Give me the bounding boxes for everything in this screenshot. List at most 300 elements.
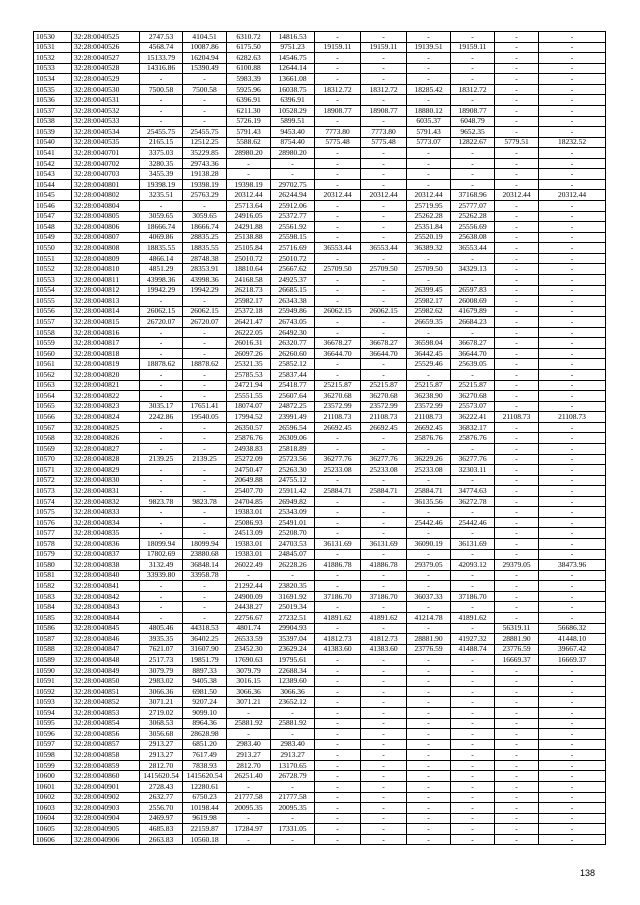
value-cell: 24704.85 xyxy=(227,496,271,507)
value-cell: 2812.70 xyxy=(140,760,183,771)
row-number-cell: 10551 xyxy=(34,253,72,264)
cadastral-number-cell: 32:28:0040811 xyxy=(72,274,140,285)
table-row xyxy=(34,443,606,454)
value-cell: 25785.53 xyxy=(227,370,271,381)
value-cell: 34329.13 xyxy=(451,264,495,275)
value-cell: 19138.28 xyxy=(183,169,227,180)
value-cell: - xyxy=(315,222,361,233)
value-cell: - xyxy=(539,401,606,412)
value-cell: - xyxy=(451,158,495,169)
value-cell: - xyxy=(140,465,183,476)
value-cell: 18074.07 xyxy=(227,401,271,412)
value-cell: 6851.20 xyxy=(183,739,227,750)
value-cell: 31607.90 xyxy=(183,644,227,655)
value-cell: 20649.88 xyxy=(227,475,271,486)
value-cell: 41886.78 xyxy=(361,560,407,571)
value-cell: 25982.17 xyxy=(227,296,271,307)
value-cell: - xyxy=(451,771,495,782)
value-cell: - xyxy=(539,496,606,507)
row-number-cell: 10535 xyxy=(34,84,72,95)
value-cell: 25010.72 xyxy=(227,253,271,264)
table-row xyxy=(34,274,606,285)
value-cell: 3056.68 xyxy=(140,729,183,740)
value-cell: 14546.75 xyxy=(271,53,315,64)
cadastral-number-cell: 32:28:0040824 xyxy=(72,412,140,423)
cadastral-number-cell: 32:28:0040830 xyxy=(72,475,140,486)
value-cell: - xyxy=(407,158,451,169)
value-cell: 4568.74 xyxy=(140,42,183,53)
table-row xyxy=(34,803,606,814)
value-cell: 36238.90 xyxy=(407,391,451,402)
value-cell: - xyxy=(495,391,539,402)
value-cell: 32303.11 xyxy=(451,465,495,476)
value-cell: - xyxy=(495,570,539,581)
value-cell: - xyxy=(495,539,539,550)
value-cell: - xyxy=(361,517,407,528)
value-cell: 26022.49 xyxy=(227,560,271,571)
value-cell: 18312.72 xyxy=(361,84,407,95)
row-number-cell: 10554 xyxy=(34,285,72,296)
row-number-cell: 10537 xyxy=(34,105,72,116)
value-cell: - xyxy=(361,602,407,613)
value-cell: 17994.52 xyxy=(227,412,271,423)
value-cell: 25573.07 xyxy=(451,401,495,412)
value-cell: - xyxy=(451,792,495,803)
value-cell: 36277.76 xyxy=(361,454,407,465)
value-cell: - xyxy=(140,105,183,116)
row-number-cell: 10541 xyxy=(34,148,72,159)
value-cell: 25262.28 xyxy=(407,211,451,222)
value-cell: 25884.71 xyxy=(315,486,361,497)
cadastral-number-cell: 32:28:0040859 xyxy=(72,760,140,771)
value-cell: - xyxy=(407,803,451,814)
value-cell: 41214.78 xyxy=(407,612,451,623)
cadastral-number-cell: 32:28:0040841 xyxy=(72,581,140,592)
cadastral-number-cell: 32:28:0040808 xyxy=(72,243,140,254)
value-cell: 5726.19 xyxy=(227,116,271,127)
table-row xyxy=(34,95,606,106)
value-cell: - xyxy=(271,813,315,824)
table-row xyxy=(34,201,606,212)
value-cell: 19159.11 xyxy=(451,42,495,53)
cadastral-number-cell: 32:28:0040812 xyxy=(72,285,140,296)
table-row xyxy=(34,412,606,423)
value-cell: - xyxy=(315,201,361,212)
value-cell: 28628.98 xyxy=(183,729,227,740)
cadastral-number-cell: 32:28:0040852 xyxy=(72,697,140,708)
table-row xyxy=(34,253,606,264)
value-cell: - xyxy=(407,697,451,708)
row-number-cell: 10593 xyxy=(34,697,72,708)
value-cell: - xyxy=(495,760,539,771)
value-cell: - xyxy=(495,612,539,623)
value-cell: - xyxy=(361,803,407,814)
value-cell: - xyxy=(407,760,451,771)
value-cell: 25876.76 xyxy=(451,433,495,444)
row-number-cell: 10548 xyxy=(34,222,72,233)
value-cell: - xyxy=(495,169,539,180)
value-cell: 24938.83 xyxy=(227,443,271,454)
value-cell: 20312.44 xyxy=(227,190,271,201)
value-cell: - xyxy=(495,116,539,127)
value-cell: 25233.08 xyxy=(315,465,361,476)
value-cell: 5775.48 xyxy=(361,137,407,148)
table-row xyxy=(34,327,606,338)
value-cell: - xyxy=(451,760,495,771)
value-cell: 36270.68 xyxy=(361,391,407,402)
value-cell: 12280.61 xyxy=(183,781,227,792)
table-row xyxy=(34,105,606,116)
value-cell: 41891.62 xyxy=(315,612,361,623)
value-cell: - xyxy=(539,63,606,74)
value-cell: 6100.88 xyxy=(227,63,271,74)
value-cell: 2632.77 xyxy=(140,792,183,803)
value-cell: 9652.35 xyxy=(451,127,495,138)
value-cell: - xyxy=(495,602,539,613)
value-cell: - xyxy=(451,53,495,64)
cadastral-number-cell: 32:28:0040814 xyxy=(72,306,140,317)
value-cell: 24168.58 xyxy=(227,274,271,285)
value-cell: 25208.70 xyxy=(271,528,315,539)
row-number-cell: 10586 xyxy=(34,623,72,634)
value-cell: - xyxy=(495,338,539,349)
value-cell: 23776.59 xyxy=(495,644,539,655)
value-cell: 25719.95 xyxy=(407,201,451,212)
value-cell: - xyxy=(407,169,451,180)
value-cell: 18312.72 xyxy=(451,84,495,95)
cadastral-number-cell: 32:28:0040531 xyxy=(72,95,140,106)
value-cell: - xyxy=(495,201,539,212)
value-cell: 3059.65 xyxy=(183,211,227,222)
value-cell: - xyxy=(183,201,227,212)
value-cell: - xyxy=(361,179,407,190)
value-cell: - xyxy=(495,792,539,803)
table-row xyxy=(34,348,606,359)
value-cell: - xyxy=(361,285,407,296)
value-cell: 41891.62 xyxy=(361,612,407,623)
value-cell: 4805.46 xyxy=(140,623,183,634)
row-number-cell: 10575 xyxy=(34,507,72,518)
value-cell: 25709.50 xyxy=(315,264,361,275)
cadastral-number-cell: 32:28:0040849 xyxy=(72,665,140,676)
value-cell: 25881.92 xyxy=(271,718,315,729)
value-cell: - xyxy=(495,42,539,53)
value-cell: 24755.12 xyxy=(271,475,315,486)
value-cell: - xyxy=(539,507,606,518)
value-cell: - xyxy=(539,612,606,623)
value-cell: 33958.78 xyxy=(183,570,227,581)
value-cell: 25263.30 xyxy=(271,465,315,476)
value-cell: - xyxy=(361,739,407,750)
value-cell: - xyxy=(140,507,183,518)
value-cell: 1415620.54 xyxy=(183,771,227,782)
value-cell: - xyxy=(495,253,539,264)
value-cell: - xyxy=(315,179,361,190)
table-row xyxy=(34,63,606,74)
value-cell: - xyxy=(495,306,539,317)
value-cell: - xyxy=(315,496,361,507)
value-cell: - xyxy=(407,570,451,581)
value-cell: - xyxy=(539,591,606,602)
value-cell: - xyxy=(315,665,361,676)
value-cell: - xyxy=(495,686,539,697)
value-cell: - xyxy=(495,274,539,285)
value-cell: - xyxy=(361,232,407,243)
value-cell: - xyxy=(539,781,606,792)
row-number-cell: 10591 xyxy=(34,676,72,687)
value-cell: - xyxy=(361,750,407,761)
value-cell: 25818.89 xyxy=(271,443,315,454)
value-cell: 41488.74 xyxy=(451,644,495,655)
cadastral-number-cell: 32:28:0040809 xyxy=(72,253,140,264)
value-cell: 7838.93 xyxy=(183,760,227,771)
value-cell: 9751.23 xyxy=(271,42,315,53)
value-cell: - xyxy=(407,148,451,159)
value-cell: 23880.68 xyxy=(183,549,227,560)
row-number-cell: 10606 xyxy=(34,834,72,845)
value-cell: 24291.88 xyxy=(227,222,271,233)
value-cell: 6282.63 xyxy=(227,53,271,64)
value-cell: 2983.40 xyxy=(271,739,315,750)
cadastral-number-cell: 32:28:0040827 xyxy=(72,443,140,454)
value-cell: - xyxy=(407,32,451,43)
value-cell: - xyxy=(361,528,407,539)
value-cell: - xyxy=(451,803,495,814)
value-cell: 3132.49 xyxy=(140,560,183,571)
row-number-cell: 10571 xyxy=(34,465,72,476)
value-cell: - xyxy=(407,253,451,264)
table-row xyxy=(34,158,606,169)
value-cell: - xyxy=(140,486,183,497)
value-cell: - xyxy=(183,602,227,613)
row-number-cell: 10562 xyxy=(34,370,72,381)
row-number-cell: 10577 xyxy=(34,528,72,539)
value-cell: - xyxy=(183,612,227,623)
value-cell: - xyxy=(361,655,407,666)
value-cell: - xyxy=(539,338,606,349)
cadastral-number-cell: 32:28:0040906 xyxy=(72,834,140,845)
value-cell: - xyxy=(227,781,271,792)
row-number-cell: 10582 xyxy=(34,581,72,592)
value-cell: 19383.01 xyxy=(227,507,271,518)
value-cell: - xyxy=(140,391,183,402)
row-number-cell: 10561 xyxy=(34,359,72,370)
value-cell: 3375.03 xyxy=(140,148,183,159)
value-cell: 18878.62 xyxy=(183,359,227,370)
value-cell: - xyxy=(495,771,539,782)
value-cell: - xyxy=(539,750,606,761)
row-number-cell: 10590 xyxy=(34,665,72,676)
row-number-cell: 10557 xyxy=(34,317,72,328)
value-cell: - xyxy=(407,813,451,824)
cadastral-number-cell: 32:28:0040532 xyxy=(72,105,140,116)
value-cell: - xyxy=(315,74,361,85)
value-cell: - xyxy=(495,443,539,454)
value-cell: - xyxy=(495,454,539,465)
value-cell: 25215.87 xyxy=(407,380,451,391)
value-cell: 9453.40 xyxy=(271,127,315,138)
table-row xyxy=(34,581,606,592)
value-cell: 35397.04 xyxy=(271,634,315,645)
value-cell: - xyxy=(315,232,361,243)
value-cell: 16669.37 xyxy=(539,655,606,666)
table-row xyxy=(34,232,606,243)
value-cell: - xyxy=(451,274,495,285)
row-number-cell: 10533 xyxy=(34,63,72,74)
value-cell: 44318.53 xyxy=(183,623,227,634)
value-cell: 36678.27 xyxy=(315,338,361,349)
value-cell: - xyxy=(495,781,539,792)
value-cell: - xyxy=(315,803,361,814)
value-cell: - xyxy=(315,813,361,824)
value-cell: 26692.45 xyxy=(361,422,407,433)
row-number-cell: 10549 xyxy=(34,232,72,243)
cadastral-number-cell: 32:28:0040535 xyxy=(72,137,140,148)
table-row xyxy=(34,264,606,275)
value-cell: - xyxy=(407,718,451,729)
table-row xyxy=(34,148,606,159)
value-cell: 7617.49 xyxy=(183,750,227,761)
row-number-cell: 10553 xyxy=(34,274,72,285)
value-cell: - xyxy=(361,792,407,803)
value-cell: 37168.96 xyxy=(451,190,495,201)
value-cell: 3059.65 xyxy=(140,211,183,222)
value-cell: - xyxy=(140,296,183,307)
table-row xyxy=(34,454,606,465)
table-row xyxy=(34,623,606,634)
value-cell: 2165.15 xyxy=(140,137,183,148)
value-cell: - xyxy=(227,158,271,169)
table-row xyxy=(34,433,606,444)
value-cell: 7500.58 xyxy=(183,84,227,95)
value-cell: 5925.96 xyxy=(227,84,271,95)
value-cell: - xyxy=(495,95,539,106)
row-number-cell: 10603 xyxy=(34,803,72,814)
table-row xyxy=(34,771,606,782)
value-cell: 25272.09 xyxy=(227,454,271,465)
value-cell: 24438.27 xyxy=(227,602,271,613)
value-cell: - xyxy=(361,708,407,719)
table-row xyxy=(34,296,606,307)
value-cell: 25529.46 xyxy=(407,359,451,370)
value-cell: 25086.93 xyxy=(227,517,271,528)
value-cell: 26692.45 xyxy=(315,422,361,433)
value-cell: 22756.67 xyxy=(227,612,271,623)
value-cell: 37186.70 xyxy=(315,591,361,602)
value-cell: - xyxy=(495,517,539,528)
table-row xyxy=(34,792,606,803)
row-number-cell: 10532 xyxy=(34,53,72,64)
value-cell: 15390.49 xyxy=(183,63,227,74)
value-cell: - xyxy=(539,771,606,782)
value-cell: - xyxy=(183,486,227,497)
value-cell: - xyxy=(315,729,361,740)
table-row xyxy=(34,243,606,254)
value-cell: 25561.92 xyxy=(271,222,315,233)
value-cell: - xyxy=(315,517,361,528)
value-cell: - xyxy=(451,750,495,761)
value-cell: - xyxy=(361,74,407,85)
value-cell: - xyxy=(407,665,451,676)
row-number-cell: 10544 xyxy=(34,179,72,190)
value-cell: 25723.56 xyxy=(271,454,315,465)
cadastral-number-cell: 32:28:0040854 xyxy=(72,718,140,729)
value-cell: - xyxy=(361,433,407,444)
value-cell: - xyxy=(315,781,361,792)
value-cell: 36037.33 xyxy=(407,591,451,602)
value-cell: 25010.72 xyxy=(271,253,315,264)
value-cell: - xyxy=(495,105,539,116)
value-cell: - xyxy=(451,665,495,676)
value-cell: 25912.06 xyxy=(271,201,315,212)
cadastral-number-cell: 32:28:0040822 xyxy=(72,391,140,402)
table-row xyxy=(34,465,606,476)
row-number-cell: 10581 xyxy=(34,570,72,581)
value-cell: - xyxy=(539,201,606,212)
value-cell: 21108.73 xyxy=(407,412,451,423)
cadastral-number-cell: 32:28:0040823 xyxy=(72,401,140,412)
table-row xyxy=(34,137,606,148)
value-cell: - xyxy=(495,718,539,729)
cadastral-number-cell: 32:28:0040533 xyxy=(72,116,140,127)
row-number-cell: 10539 xyxy=(34,127,72,138)
cadastral-number-cell: 32:28:0040701 xyxy=(72,148,140,159)
row-number-cell: 10567 xyxy=(34,422,72,433)
value-cell: - xyxy=(407,781,451,792)
value-cell: - xyxy=(495,63,539,74)
value-cell: - xyxy=(407,623,451,634)
value-cell: - xyxy=(539,391,606,402)
table-row xyxy=(34,570,606,581)
value-cell: 3066.36 xyxy=(271,686,315,697)
value-cell: - xyxy=(361,813,407,824)
value-cell: - xyxy=(183,528,227,539)
value-cell: - xyxy=(495,32,539,43)
value-cell: 20095.35 xyxy=(271,803,315,814)
row-number-cell: 10565 xyxy=(34,401,72,412)
value-cell: - xyxy=(539,454,606,465)
value-cell: 20312.44 xyxy=(407,190,451,201)
value-cell: - xyxy=(315,581,361,592)
value-cell: 25233.08 xyxy=(361,465,407,476)
value-cell: 10198.44 xyxy=(183,803,227,814)
value-cell: 14316.86 xyxy=(140,63,183,74)
value-cell: - xyxy=(361,274,407,285)
table-row xyxy=(34,781,606,792)
cadastral-number-cell: 32:28:0040804 xyxy=(72,201,140,212)
value-cell: 26218.73 xyxy=(227,285,271,296)
value-cell: - xyxy=(539,602,606,613)
value-cell: - xyxy=(539,74,606,85)
value-cell: 56686.32 xyxy=(539,623,606,634)
value-cell: - xyxy=(539,676,606,687)
value-cell: - xyxy=(539,665,606,676)
value-cell: 6396.91 xyxy=(227,95,271,106)
value-cell: 26720.07 xyxy=(183,317,227,328)
value-cell: - xyxy=(227,834,271,845)
table-row xyxy=(34,507,606,518)
value-cell: - xyxy=(315,32,361,43)
value-cell: - xyxy=(315,285,361,296)
table-row xyxy=(34,549,606,560)
value-cell: - xyxy=(539,803,606,814)
table-row xyxy=(34,739,606,750)
value-cell: 26222.05 xyxy=(227,327,271,338)
value-cell: 3016.15 xyxy=(227,676,271,687)
cadastral-number-cell: 32:28:0040836 xyxy=(72,539,140,550)
row-number-cell: 10545 xyxy=(34,190,72,201)
value-cell: 28748.38 xyxy=(183,253,227,264)
